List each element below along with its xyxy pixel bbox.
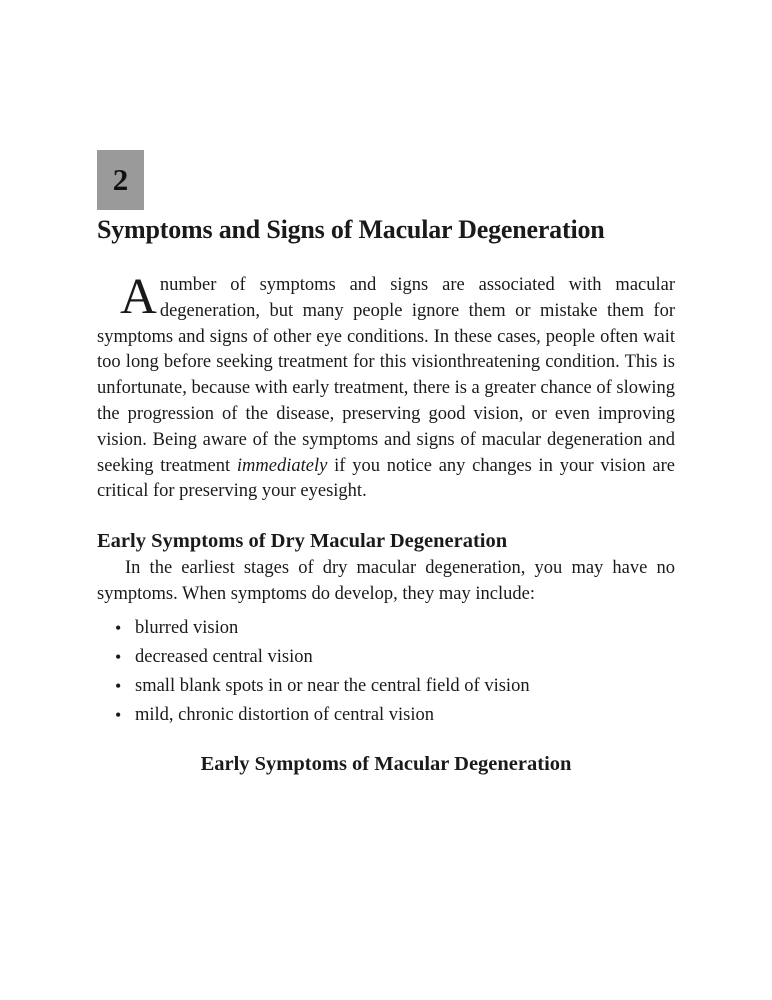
book-page <box>97 150 675 778</box>
chapter-title: Symptoms and Signs of Macular Degeneration <box>97 215 605 244</box>
intro-emphasis: immediately <box>236 455 328 476</box>
bullet-icon: • <box>115 646 122 667</box>
list-item-text: small blank spots in or near the central field of vision <box>135 675 530 696</box>
list-item <box>97 701 675 730</box>
list-item-text: decreased central vision <box>135 646 313 667</box>
chapter-number: 2 <box>112 162 129 197</box>
bullet-icon: • <box>115 617 122 638</box>
list-item <box>97 643 675 672</box>
symptom-list <box>97 614 675 730</box>
drop-cap: A <box>120 269 157 325</box>
intro-text-part-1: number of symptoms and signs are associated with macular degeneration, but many people ignore them or mistake them for symptoms and signs of other eye conditions. In these cases, people often wait too long before seeking treatment for this visionthreatening condition. This is unfortunate, because with early treatment, there is a greater chance of slowing the progression of the disease, preserving good vision, or even improving vision. Being aware of the symptoms and signs of macular degeneration and seeking treatment <box>97 275 675 476</box>
list-item-text: blurred vision <box>135 617 239 638</box>
chapter-number-box <box>97 150 144 210</box>
figure-caption: Early Symptoms of Macular Degeneration <box>200 752 572 775</box>
section-heading: Early Symptoms of Dry Macular Degeneration <box>97 530 508 553</box>
list-item <box>97 614 675 643</box>
list-item <box>97 672 675 701</box>
bullet-icon: • <box>115 704 122 725</box>
intro-paragraph <box>97 269 675 505</box>
bullet-icon: • <box>115 675 122 696</box>
intro-text-part-2: if you notice any changes in your vision are critical for preserving your eyesight. <box>97 455 675 502</box>
section-paragraph: In the earliest stages of dry macular degeneration, you may have no symptoms. When symptoms do develop, they may include: <box>97 558 675 604</box>
list-item-text: mild, chronic distortion of central vision <box>135 704 435 725</box>
